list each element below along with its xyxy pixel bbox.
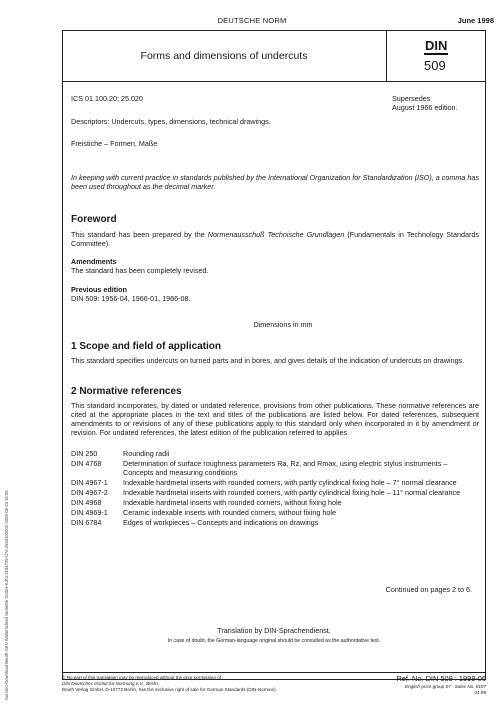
iso-note: In keeping with current practice in standards published by the International Organization for Standardization (ISO), a comma has been used throughout as the decimal marker. (71, 173, 479, 191)
reference-code: DIN 4967-1 (71, 477, 108, 487)
references-table (71, 450, 479, 528)
footer-ref (396, 675, 486, 696)
amendments-heading: Amendments (71, 257, 117, 266)
reference-code: DIN 4968 (71, 497, 102, 507)
foreword-heading: Foreword (71, 214, 117, 225)
din-number: 509 (424, 58, 446, 73)
reference-row (71, 519, 479, 529)
sales-number: Sales No. 0107 (454, 683, 486, 689)
din-institute-line: DIN Deutsches Institut für Normung e.V., Berlin. (62, 681, 160, 686)
foreword-text-a: This standard has been prepared by the (71, 230, 208, 239)
reference-title: Determination of surface roughness parameters Ra, Rz, and Rmax, using electric stylus instruments – Concepts and measuring conditions (123, 458, 448, 477)
price-line (396, 684, 486, 690)
ics-code: ICS 01.100.20; 25.020 (71, 94, 143, 103)
supersedes-edition: August 1966 edition. (392, 103, 458, 112)
previous-edition-text: DIN 509: 1956-04, 1966-01, 1966-08. (71, 294, 191, 303)
reference-row (71, 509, 479, 519)
reference-code: DIN 6784 (71, 517, 102, 527)
reference-title: Ceramic indexable inserts with rounded corners, without fixing hole (123, 507, 336, 517)
dimensions-note: Dimensions in mm (253, 320, 313, 329)
document-title: Forms and dimensions of undercuts (62, 30, 387, 82)
header-date: June 1998 (457, 16, 494, 25)
ref-number: Ref. No. DIN 509 : 1998-06 (396, 674, 486, 683)
page-frame (62, 30, 486, 680)
section-1-text: This standard specifies undercuts on turned parts and in bores, and gives details of the indication of undercuts on drawings. (71, 356, 465, 365)
section-2-text: This standard incorporates, by dated or undated reference, provisions from other publications. These normative references are cited at the appropriate places in the text and titles of the publications are listed below. For dated references, subsequent amendments to or revisions of any of these publications apply to this standard only when incorporated in it by amendment or revision. For undated references, the latest edition of the publication referred to applies. (71, 401, 479, 437)
doubt-note: In case of doubt, the German-language original should be consulted as the authoritative text. (167, 638, 381, 644)
side-download-stamp: Normen-Download-Beuth-GKN Walterscheid Getriebe GmbH-KdNr.3184729-LfNr.2653100001-2005-08-23 16:09 (4, 490, 9, 700)
reference-code: DIN 4967-2 (71, 487, 108, 497)
committee-name: Normenausschuß Technische Grundlagen (207, 230, 345, 239)
reference-code: DIN 4969-1 (71, 507, 108, 517)
header-title: DEUTSCHE NORM (217, 16, 287, 25)
reference-title: Indexable hardmetal inserts with rounded corners, with partly cylindrical fixing hole – 11° normal clearance (123, 487, 461, 497)
beuth-line: Beuth Verlag GmbH, D-10772 Berlin, has the exclusive right of sale for German Standards (DIN-Normen). (62, 687, 277, 692)
reference-row (71, 460, 479, 479)
descriptors: Descriptors: Undercuts, types, dimensions, technical drawings. (71, 117, 271, 126)
din-logo: DIN (425, 38, 448, 53)
reference-code: DIN 250 (71, 449, 98, 458)
reference-code: DIN 4768 (71, 458, 102, 468)
previous-edition-heading: Previous edition (71, 285, 127, 294)
foreword-text-b: (Fundamentals in Technology Standards Committee). (71, 230, 479, 248)
footer-copyright (62, 675, 277, 693)
din-badge (387, 30, 486, 82)
continued-note: Continued on pages 2 to 6. (385, 585, 472, 594)
section-1-heading: 1 Scope and field of application (71, 341, 222, 352)
reference-title: Indexable hardmetal inserts with rounded corners, with partly cylindrical fixing hole – 7° normal clearance (123, 477, 457, 487)
translation-note: Translation by DIN-Sprachendienst. (217, 626, 331, 635)
reference-title: Indexable hardmetal inserts with rounded corners, without fixing hole (123, 497, 342, 507)
reference-title: Rounding radii (123, 449, 170, 458)
supersedes-label: Supersedes (392, 94, 431, 103)
german-title: Freistiche – Formen, Maße (71, 139, 158, 148)
supersedes (392, 94, 458, 112)
foreword-text (71, 230, 479, 248)
copyright-line: © No part of this translation may be reproduced without the prior permission of (62, 675, 222, 680)
reference-title: Edges of workpieces – Concepts and indications on drawings (123, 517, 319, 527)
date-code: 04.99 (474, 689, 486, 695)
section-2-heading: 2 Normative references (71, 386, 182, 397)
price-group: English price group 07 (405, 683, 451, 689)
amendments-text: The standard has been completely revised. (71, 266, 209, 275)
footer-divider (62, 672, 486, 673)
